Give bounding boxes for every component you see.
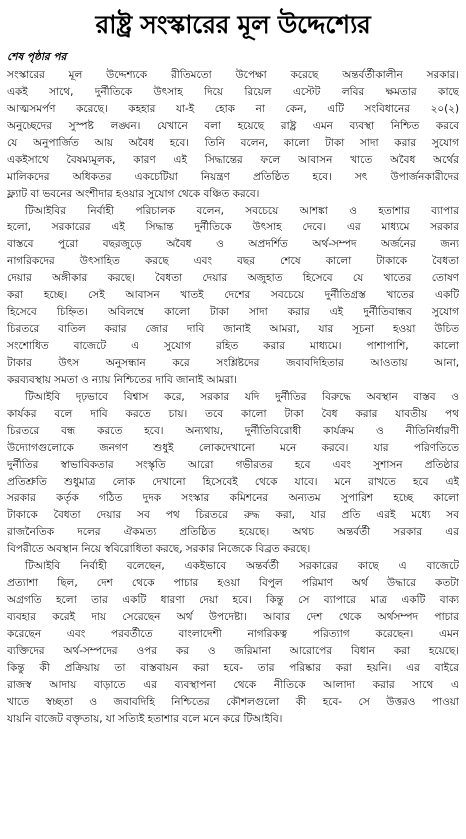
- text-line: টিআইবি দৃঢ়ভাবে বিশ্বাস করে, সরকার যদি দুর্নীতির বিরুদ্ধে অবস্থান বাস্তব ও: [25, 390, 459, 403]
- text-line: রাজনৈতিক দলের ঐকমত্য প্রতিষ্ঠিত হয়েছে। অথচ অন্তর্বর্তী সরকার এর: [7, 526, 459, 539]
- text-line: প্রতিশ্রুতি শুধুমাত্র লোক দেখানো হিসেবেই থেকে যাবে। মনে রাখতে হবে এই: [7, 475, 459, 488]
- text-line: টিআইবি নির্বাহী বলেছেন, একইভাবে অন্তর্বর্তী সরকারের কাছে এ বাজেটে: [25, 560, 459, 573]
- text-line: ব্যবহার করেই দায় সেরেছেন অর্থ উপদেষ্টা। আবার দেশ থেকে অর্থসম্পদ পাচার: [7, 611, 459, 623]
- text-line: দেয়ার অঙ্গীকার করছে। বৈধতা দেয়ার অজুহাত হিসেবে যে খাতের তোষণ: [7, 272, 459, 285]
- text-line: টাকার উৎস অনুসন্ধান করে সংশ্লিষ্টদের জবাবদিহিতার আওতায় আনা,: [7, 356, 459, 369]
- text-line: প্রত্যাশা ছিল, দেশ থেকে পাচার হওয়া বিপুল পরিমাণ অর্থ উদ্ধারে কতটা: [7, 577, 459, 590]
- article-paragraph: [7, 558, 459, 727]
- article-body: [7, 67, 459, 837]
- text-line: রাজস্ব আদায় বাড়াতে এর ব্যবস্থাপনা থেকে নীতিকে আলাদা করার সাথে এ: [7, 678, 459, 691]
- text-line: একই সাথে, দুর্নীতিকে উৎসাহ দিয়ে রিয়েল এস্টেট লবির ক্ষমতার কাছে: [7, 85, 459, 98]
- text-line: কার্যকর বলে দাবি করতে চায়। তবে কালো টাকা বৈধ করার যাবতীয় পথ: [7, 407, 459, 420]
- text-line: বাস্তবে পুরো বছরজুড়ে অবৈধ ও অপ্রদর্শিত অর্থ-সম্পদ অর্জনের জন্য: [7, 238, 459, 251]
- text-line: করেছেন এবং পরবর্তীতে বাংলাদেশী নাগরিকত্ব পরিত্যাগ করেছেন। এমন: [7, 627, 459, 640]
- continued-from-label: শেষ পৃষ্ঠার পর: [7, 51, 67, 63]
- text-line: মালিকদের অধিকতর একচেটিয়া নিয়ন্ত্রণ প্রতিষ্ঠিত হবে। সৎ উপার্জনকারীদের: [7, 170, 459, 183]
- headline: রাষ্ট্র সংস্কারের মূল উদ্দেশ্যের: [95, 10, 371, 39]
- text-line: বিপরীতে অবস্থান নিয়ে স্ববিরোধিতা করছে, সরকার নিজেকে বিব্রত করছে।: [7, 543, 311, 556]
- text-line: করা হচ্ছে। সেই আবাসন খাতই দেশের সবচেয়ে দুর্নীতিগ্রস্ত খাতের একটি: [7, 289, 459, 302]
- text-line: চিরতরে বাতিল করার জোর দাবি জানাই আমরা, যার সূচনা হওয়া উচিত: [7, 323, 459, 336]
- text-line: টাকাকে বৈধতা দেয়ার সব পথ চিরতরে রুদ্ধ করা, যার প্রতি এরই মধ্যে সব: [7, 509, 459, 522]
- text-line: একইসাথে বৈষম্যমূলক, কারণ এই সিদ্ধান্তের ফলে আবাসন খাতে অবৈধ অর্থের: [7, 153, 459, 166]
- text-line: অগ্রগতি হলো তার একটি ধারণা দেয়া হবে। কিন্তু সে ব্যাপারে মাত্র একটি বাক্য: [7, 594, 459, 607]
- text-line: সংশোধিত বাজেটে এ সুযোগ রহিত করার মাধ্যমে। পাশাপাশি, কালো: [7, 340, 459, 352]
- text-line: চিরতরে বন্ধ করতে হবে। অন্যথায়, দুর্নীতিবিরোধী কার্যক্রম ও নীতিনির্ধারণী: [7, 424, 459, 437]
- article-paragraph: [7, 67, 459, 203]
- text-line: উদ্যোগগুলোকে জনগণ শুধুই লোকদেখানো মনে করবে। যার পরিণতিতে: [7, 441, 459, 454]
- text-line: ব্যক্তিদের অর্থ-সম্পদের ওপর কর ও জরিমানা আরোপের বিধান করা হয়েছে।: [7, 644, 459, 657]
- text-line: হিসেবে চিহ্নিত। অবিলম্বে কালো টাকা সাদা করার এই দুর্নীতিবান্ধব সুযোগ: [7, 306, 459, 319]
- text-line: হলো, সরকারের এই সিদ্ধান্ত দুর্নীতিকে উৎসাহ দেবে। এর মাধ্যমে সরকার: [7, 221, 459, 234]
- text-line: খাতে স্বচ্ছতা ও জবাবদিহি নিশ্চিতের কৌশলগুলো কী হবে- সে উত্তরও পাওয়া: [7, 695, 459, 708]
- text-line: সংস্কারের মূল উদ্দেশ্যকে রীতিমতো উপেক্ষা করেছে অন্তর্বর্তীকালীন সরকার।: [7, 69, 459, 81]
- text-line: যায়নি বাজেট বক্তৃতায়, যা সত্যিই হতাশার বলে মনে করে টিআইবি।: [7, 712, 283, 725]
- text-line: দুর্নীতির স্বাভাবিকতার সংস্কৃতি আরো গভীরতর হবে এবং সুশাসন প্রতিষ্ঠার: [7, 458, 459, 471]
- text-line: সরকার কর্তৃক গঠিত দুদক সংস্কার কমিশনের অন্যতম সুপারিশ হচ্ছে কালো: [7, 492, 459, 505]
- text-line: কিন্তু কী প্রক্রিয়ায় তা বাস্তবায়ন করা হবে- তার পরিষ্কার করা হয়নি। এর বাইরে: [7, 661, 459, 674]
- article-paragraph: [7, 389, 459, 558]
- text-line: যে অনুপার্জিত আয় অবৈধ হবে। তিনি বলেন, কালো টাকা সাদা করার সুযোগ: [7, 136, 459, 149]
- text-line: ফ্ল্যাট বা ভবনের অংশীদার হওয়ার সুযোগ থেকে বঞ্চিত করবে।: [7, 187, 260, 200]
- text-line: অনুচ্ছেদের সুস্পষ্ট লঙ্ঘন। যেখানে বলা হয়েছে রাষ্ট্র এমন ব্যবস্থা নিশ্চিত করবে: [7, 119, 459, 132]
- text-line: করব্যবস্থায় সমতা ও ন্যায় নিশ্চিতের দাবি জানাই আমরা।: [7, 373, 237, 386]
- article-paragraph: [7, 203, 459, 389]
- text-line: নাগরিকদের উৎসাহিত করছে এবং বছর শেষে কালো টাকাকে বৈধতা: [7, 255, 459, 268]
- text-line: আত্মসমর্পণ করেছে। কহহার যা-ই হোক না কেন, এটি সংবিধানের ২০(২): [7, 102, 459, 115]
- text-line: টিআইবির নির্বাহী পরিচালক বলেন, সবচেয়ে আশঙ্কা ও হতাশার ব্যাপার: [25, 204, 459, 217]
